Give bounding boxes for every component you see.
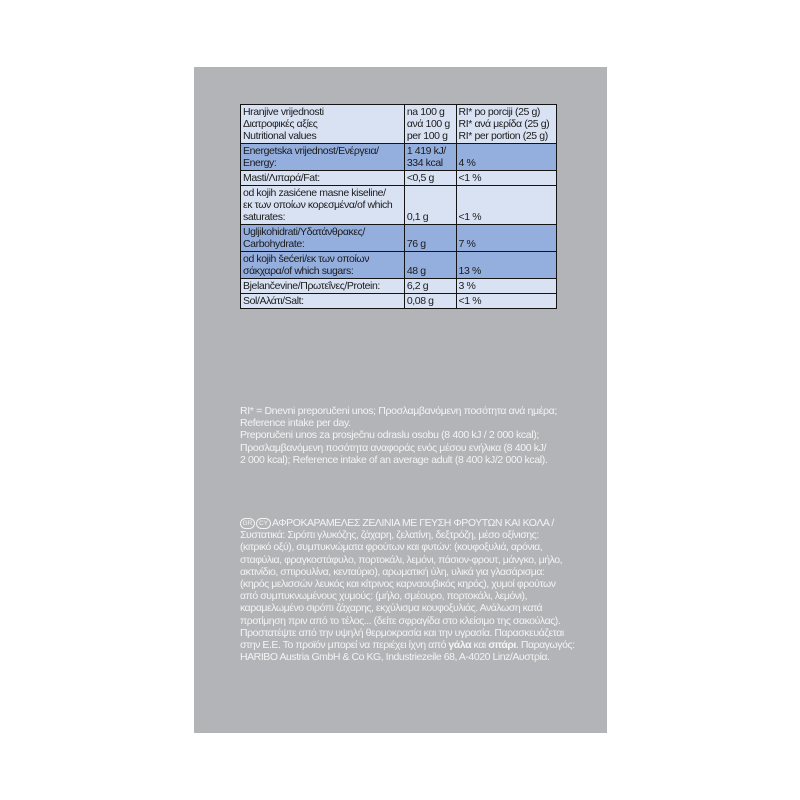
table-row-saturates: od kojih zasićene masne kiseline/ εκ των οποίων κορεσμένα/of which saturates: 0,1 g <1 % (241, 186, 557, 225)
ingredients-block: GR CY ΑΦΡΟΚΑΡΑΜΕΛΕΣ ΖΕΛΙΝΙΑ ΜΕ ΓΕΥΣΗ ΦΡΟΥΤΩΝ ΚΑΙ ΚΟΛΑ / Συστατικά: Σιρόπι γλυκόζης, ζάχαρη, ζελατίνη, δεξτρόζη, μέσο οξίνισης: (κιτρικό οξύ), συμπυκνώματα φρούτων και φυτών: (κουφοξυλιά, αρόνια, σταφύλια, φραγκοστάφυλο, πορτοκάλι, λεμόνι, πάσιον-φρουτ, μάνγκο, μήλο, ακτινίδιο, σπιρουλίνα, κενταύριο), αρωματική ύλη, υλικά για γλασάρισμα: (κηρός μελισσών λευκός και κίτρινος καρναουβικός κηρός), χυμοί φρούτων από συμπυκνωμένους χυμούς: (μήλο, σμέουρο, πορτοκάλι, λεμόνι), καραμελωμένο σιρόπι ζάχαρης, εκχύλισμα κουφοξυλιάς. Ανάλωση κατά προτίμηση πριν από το τέλος... (δείτε σφραγίδα στο κλείσιμο της σακούλας). Προστατέψτε από την υψηλή θερμοκρασία και την υγρασία. Παρασκευάζεται στην Ε.Ε. Το προϊόν μπορεί να περιέχει ίχνη από γάλα και σιτάρι. Παραγωγός: HARIBO Austria GmbH & Co KG, Industriezeile 68, A-4020 Linz/Αυστρία. (240, 517, 580, 663)
header-nutritional-values: Hranjive vrijednosti Διατροφικές αξίες Nutritional values (241, 105, 405, 144)
allergen-line: στην Ε.Ε. Το προϊόν μπορεί να περιέχει ίχνη από γάλα και σιτάρι. Παραγωγός: (240, 639, 575, 652)
table-row-protein: Bjelančevine/Πρωτεΐνες/Protein: 6,2 g 3 % (241, 279, 557, 294)
header-per-100g: na 100 g ανά 100 g per 100 g (404, 105, 456, 144)
allergen-wheat: σιτάρι (488, 639, 516, 652)
table-row-energy: Energetska vrijednost/Ενέργεια/ Energy: 1 419 kJ/ 334 kcal 4 % (241, 144, 557, 171)
country-badge-gr: GR (240, 518, 255, 529)
table-row-sugars: od kojih šećeri/εκ των οποίων σάκχαρα/of which sugars: 48 g 13 % (241, 252, 557, 279)
table-header-row (241, 105, 557, 144)
country-badge-cy: CY (256, 518, 271, 529)
producer-line: HARIBO Austria GmbH & Co KG, Industriezeile 68, A-4020 Linz/Αυστρία. (240, 651, 550, 664)
header-ri-per-portion: RI* po porciji (25 g) RI* ανά μερίδα (25 g) RI* per portion (25 g) (456, 105, 556, 144)
ingredients-title-line: GR CY ΑΦΡΟΚΑΡΑΜΕΛΕΣ ΖΕΛΙΝΙΑ ΜΕ ΓΕΥΣΗ ΦΡΟΥΤΩΝ ΚΑΙ ΚΟΛΑ / (240, 517, 580, 529)
nutrition-table (240, 104, 557, 309)
table-row-salt: Sol/Αλάτι/Salt: 0,08 g <1 % (241, 294, 557, 309)
allergen-milk: γάλα (448, 639, 472, 652)
table-row-carbohydrate: Ugljikohidrati/Υδατάνθρακες/ Carbohydrate: 76 g 7 % (241, 225, 557, 252)
reference-intake-note: RI* = Dnevni preporučeni unos; Προσλαμβανόμενη ποσότητα ανά ημέρα; Reference intake per day. Preporučeni unos za prosječnu odraslu osobu (8 400 kJ / 2 000 kcal); Προσλαμβανόμενη ποσότητα αναφοράς ενός μέσου ενήλικα (8 400 kJ/ 2 000 kcal); Reference intake of an average adult (8 400 kJ/2 000 kcal). (240, 405, 557, 466)
table-row-fat: Masti/Λιπαρά/Fat: <0,5 g <1 % (241, 171, 557, 186)
